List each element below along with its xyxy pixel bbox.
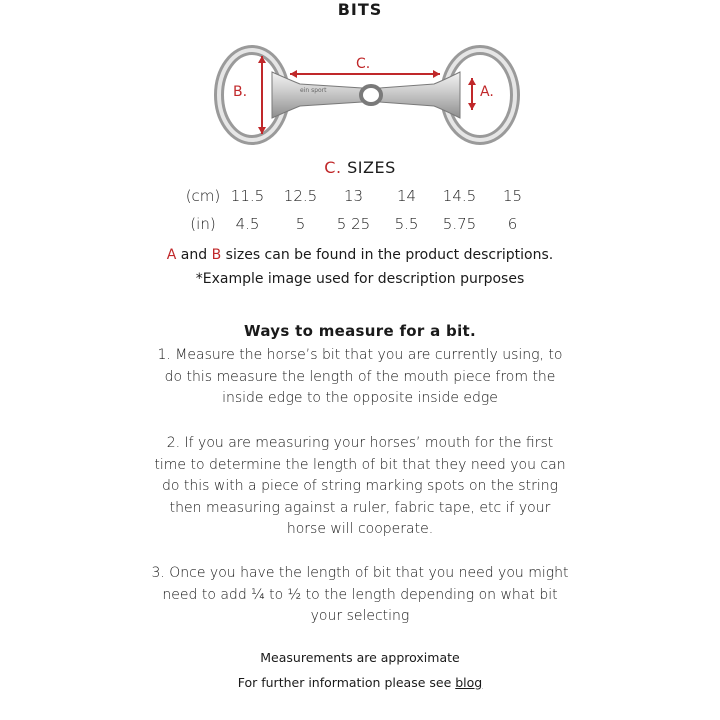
size-cell: 13	[343, 187, 364, 205]
size-cell: 5.75	[442, 215, 477, 233]
further-info	[0, 675, 720, 690]
measure-step-2: 2. If you are measuring your horses’ mouth for the first time to determine the length of bit that they need you can do this with a piece of string marking spots on the string then measuring against a ruler, fabric tape, etc if your horse will cooperate.	[154, 435, 566, 537]
approx-note: Measurements are approximate	[260, 650, 460, 665]
label-a: A.	[480, 84, 494, 100]
size-table	[185, 182, 539, 238]
table-row	[185, 182, 539, 210]
table-row	[185, 210, 539, 238]
sizes-heading-letter: C.	[324, 158, 342, 177]
further-text: For further information please see	[237, 675, 456, 690]
measure-heading: Ways to measure for a bit.	[244, 322, 476, 340]
note-rest: sizes can be found in the product descriptions.	[221, 247, 554, 263]
note-b-letter: B	[211, 247, 222, 263]
sizes-heading-text: SIZES	[341, 158, 396, 177]
size-cell: 14	[396, 187, 417, 205]
eggbutt-bit-diagram	[0, 40, 720, 150]
blog-link[interactable]: blog	[455, 675, 483, 690]
right-cannon	[380, 72, 460, 118]
center-joint	[361, 86, 381, 104]
size-cell: 15	[502, 187, 523, 205]
engraving-text: ein sport	[300, 87, 327, 94]
page-title: BITS	[337, 0, 383, 19]
size-cell: 5 25	[336, 215, 371, 233]
size-cell: 14.5	[442, 187, 477, 205]
size-cell: 11.5	[230, 187, 265, 205]
size-cell: 4.5	[235, 215, 260, 233]
left-cannon	[272, 72, 362, 118]
note-a-letter: A	[166, 247, 177, 263]
example-note: *Example image used for description purposes	[195, 271, 525, 287]
size-cell: 6	[507, 215, 518, 233]
label-c: C.	[356, 56, 371, 72]
size-cell: 5.5	[394, 215, 419, 233]
unit-cell: (in)	[190, 215, 216, 233]
measure-step-1: 1. Measure the horse’s bit that you are currently using, to do this measure the length of the mouth piece from the inside edge to the opposite inside edge	[157, 347, 563, 406]
label-b: B.	[233, 84, 248, 100]
size-cell: 5	[295, 215, 306, 233]
sizes-heading	[0, 158, 720, 177]
note-and: and	[176, 247, 212, 263]
size-cell: 12.5	[283, 187, 318, 205]
measure-step-3: 3. Once you have the length of bit that you need you might need to add ¼ to ½ to the length depending on what bit your selecting	[151, 565, 569, 624]
unit-cell: (cm)	[185, 187, 221, 205]
sizes-note	[0, 247, 720, 263]
